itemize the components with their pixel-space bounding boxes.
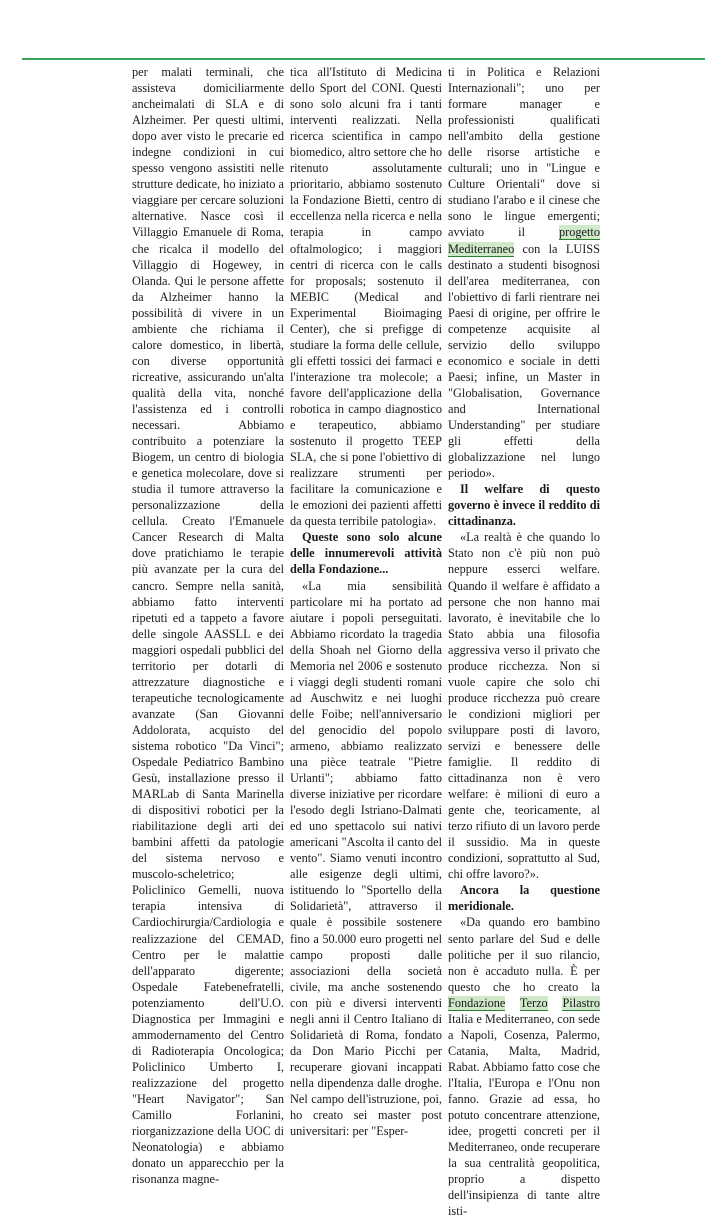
- column-2-paragraph-1: tica all'Istituto di Medicina dello Sport del CONI. Questi sono solo alcuni fra i tanti interventi realizzati. Nella ricerca scientifica in campo biomedico, altro settore che ho ritenuto assolutamente prioritario, abbiamo sostenuto la Fondazione Bietti, centro di eccellenza nella ricerca e nella terapia in campo oftalmologico; i maggiori centri di ricerca con le calls for proposals; sostenuto il MEBIC (Medical and Experimental Bioimaging Center), che si prefigge di studiare la forma delle cellule, gli effetti tossici dei farmaci e l'interazione tra molecole; a favore dell'applicazione della robotica in campo diagnostico e terapeutico, abbiamo sostenuto il progetto TEEP SLA, che si pone l'obiettivo di realizzare strumenti per facilitare la comunicazione e le emozioni dei pazienti affetti da questa terribile patologia».: [290, 65, 442, 529]
- highlight-progetto: progetto: [559, 225, 600, 240]
- column-3-text-d: Italia e Mediterraneo, con sede a Napoli, Cosenza, Palermo, Catania, Malta, Madrid, Rabat. Abbiamo fatto cose che l'Italia, l'Europa e l'Onu non fanno. Grazie ad essa, ho potuto concentrare attenzione, idee, progetti concreti per il Mediterraneo, onde recuperare la sua centralità geopolitica, proprio a dispetto dell'insipienza di tante altre isti-: [448, 1011, 600, 1219]
- article-column-3: [448, 64, 600, 1219]
- highlight-terzo: Terzo: [519, 995, 548, 1010]
- article-column-1: [132, 64, 284, 1187]
- article-column-2: [290, 64, 442, 1139]
- column-3-question-heading-1: Il welfare di questo governo è invece il reddito di cittadinanza.: [448, 482, 600, 529]
- highlight-pilastro: Pilastro: [562, 995, 601, 1010]
- column-3-question-heading-2: Ancora la questione meridionale.: [448, 883, 600, 914]
- column-3-paragraph-1: [448, 64, 600, 481]
- column-3-paragraph-2: «La realtà è che quando lo Stato non c'è più non può neppure esserci welfare. Quando il welfare è affidato a persone che non hanno mai lavorato, è inevitabile che lo Stato abbia una filosofia aggressiva verso il privato che produce ricchezza. Non si vuole capire che solo chi produce ricchezza può creare le condizioni migliori per sviluppare posti di lavoro, servizi e benessere delle famiglie. Il reddito di cittadinanza non è vero welfare: è milioni di euro a gente che, teoricamente, al terzo rifiuto di un lavoro perde il sussidio. Ma in queste condizioni, soprattutto al Sud, chi offre lavoro?».: [448, 530, 600, 882]
- column-1-paragraph: per malati terminali, che assisteva domiciliarmente ancheimalati di SLA e di Alzheimer. Per questi ultimi, dopo aver visto le precarie ed indegne condizioni in cui spesso vengono assistiti nelle strutture dedicate, ho iniziato a viaggiare per cercare soluzioni alternative. Nasce così il Villaggio Emanuele di Roma, che ricalca il modello del Villaggio di Hogewey, in Olanda. Qui le persone affette da Alzheimer hanno la possibilità di vivere in un ambiente che richiama il calore domestico, in libertà, con diverse opportunità ricreative, assicurando un'alta qualità della vita, nonché l'assistenza ed i controlli necessari. Abbiamo contribuito a potenziare la Biogem, un centro di biologia e genetica molecolare, dove si studia il tumore attraverso la personalizzazione della cellula. Creato l'Emanuele Cancer Research di Malta dove pratichiamo le terapie più avanzate per la cura del cancro. Sempre nella sanità, abbiamo fatto interventi ripetuti ed a tappeto a favore delle singole AASSLL e dei maggiori ospedali pubblici del territorio per dotarli di attrezzature diagnostiche e terapeutiche tecnologicamente avanzate (San Giovanni Addolorata, acquisto del sistema robotico "Da Vinci"; Ospedale Pediatrico Bambino Gesù, installazione presso il MARLab di Santa Marinella di dispositivi robotici per la riabilitazione degli arti dei bambini affetti da patologie del sistema nervoso e muscolo-scheletrico; Policlinico Gemelli, nuova terapia intensiva di Cardiochirurgia/Cardiologia e realizzazione del CEMAD, Centro per le malattie dell'apparato digerente; Ospedale Fatebenefratelli, potenziamento dell'U.O. Diagnostica per Immagini e ammodernamento del Centro di Radioterapia Oncologica; Policlinico Umberto I, realizzazione del progetto "Heart Navigator"; San Camillo Forlanini, riorganizzazione della UOC di Neonatologia) e abbiamo donato un apparecchio per la risonanza magne-: [132, 65, 284, 1187]
- column-2-paragraph-2: «La mia sensibilità particolare mi ha portato ad aiutare i popoli perseguitati. Abbiamo ricordato la tragedia della Shoah nel Giorno della Memoria nel 2006 e sostenuto i viaggi degli studenti romani ad Auschwitz e nei luoghi delle Foibe; nell'anniversario del genocidio del popolo armeno, abbiamo realizzato una pièce teatrale "Pietre Urlanti"; abbiamo fatto diverse iniziative per ricordare l'esodo degli Istriano-Dalmati ed uno spettacolo sui nativi americani "Ascolta il canto del vento". Siamo venuti incontro alle esigenze degli ultimi, istituendo lo "Sportello della Solidarietà", attraverso il quale è possibile sostenere fino a 50.000 euro progetti nel campo proposti dalle associazioni della società civile, ma anche sostenendo con più e diversi interventi negli anni il Centro Italiano di Solidarietà di Roma, fondato da Don Mario Picchi per recuperare giovani incappati nella dipendenza dalle droghe. Nel campo dell'istruzione, poi, ho creato sei master post universitari: per "Esper-: [290, 578, 442, 1139]
- top-rule: [22, 58, 705, 60]
- highlight-fondazione: Fondazione: [448, 995, 506, 1010]
- column-3-text-c: «Da quando ero bambino sento parlare del Sud e delle politiche per il suo rilancio, non è accaduto nulla. È per questo che ho creato la: [448, 915, 600, 994]
- column-2-question-heading: Queste sono solo alcune delle innumerevoli attività della Fondazione...: [290, 530, 442, 577]
- column-3-text-b: con la LUISS destinato a studenti bisognosi dell'area mediterranea, con l'obiettivo di farli rientrare nei Paesi di origine, per offrire le competenze acquisite al servizio dello sviluppo economico e sociale in detti Paesi; infine, un Master in "Globalisation, Governance and International Understanding" per studiare gli effetti della globalizzazione nel lungo periodo».: [448, 241, 600, 481]
- column-3-paragraph-3: [448, 914, 600, 1219]
- column-3-text-a: ti in Politica e Relazioni Internazionali"; uno per formare manager e professionisti qualificati nell'ambito della gestione delle risorse artistiche e culturali; uno in "Lingue e Culture Orientali" dove si studiano l'arabo e il cinese che sono le lingue emergenti; avviato il: [448, 65, 600, 240]
- highlight-mediterraneo: Mediterraneo: [448, 241, 515, 256]
